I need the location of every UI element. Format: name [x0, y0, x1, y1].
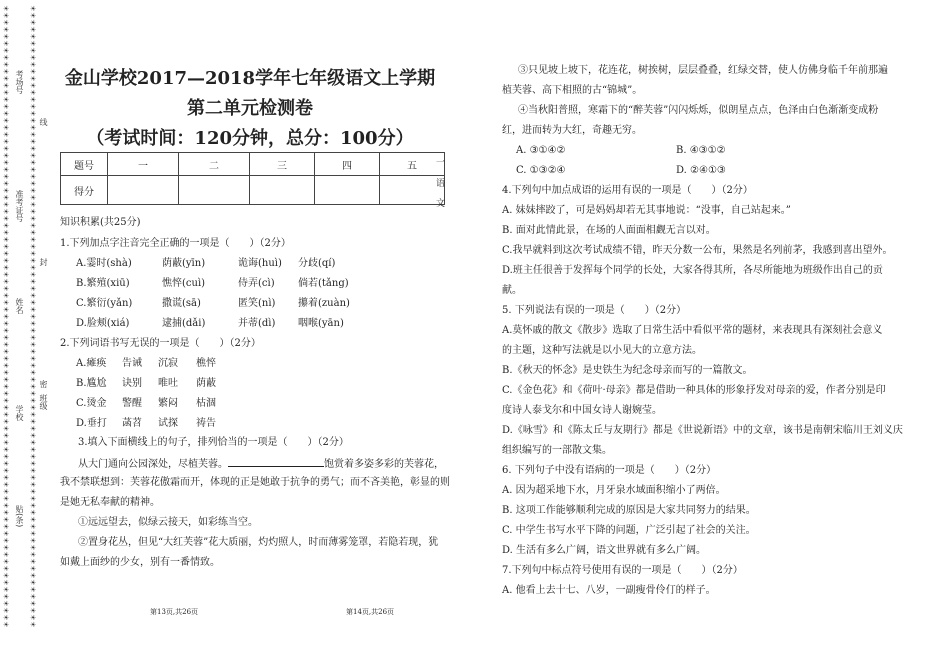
q3-choice-d: D. ②④①③ — [676, 165, 726, 176]
q7-option-a: A. 他看上去十七、八岁，一副瘦骨伶仃的样子。 — [502, 585, 716, 596]
exam-title: 金山学校2017—2018学年七年级语文上学期 — [64, 68, 436, 89]
option-text: 侍弄(cì) — [238, 278, 275, 289]
q6-option-c: C. 中学生书写水平下降的问题，广泛引起了社会的关注。 — [502, 525, 756, 536]
option-text: 诡诲(huì) — [238, 258, 282, 269]
side-char: 语 — [436, 179, 446, 189]
table-cell: 得分 — [61, 176, 108, 205]
option-text: D.垂打 — [76, 418, 107, 429]
q6-option-d: D. 生活有多么广阔，语文世界就有多么广阔。 — [502, 545, 707, 556]
binding-label-bottom: 贴(条) — [15, 505, 24, 528]
q3-option-3: ③只见坡上坡下，花连花，树挨树，层层叠叠，红绿交替，使人仿佛身临千年前那遍 — [518, 65, 888, 76]
q3-choice-b: B. ④③①② — [676, 145, 726, 156]
option-text: 倘若(tǎng) — [298, 278, 349, 289]
section-heading: 知识积累(共25分) — [60, 217, 141, 228]
exam-subtitle: 第二单元检测卷 — [187, 98, 313, 119]
option-text: 憔悴(cuì) — [162, 278, 206, 289]
q1-option-a — [76, 257, 335, 270]
q5-option-d: D.《咏雪》和《陈太丘与友期行》都是《世说新语》中的文章，该书是南朝宋临川王刘义庆 — [502, 425, 903, 436]
score-input-cell[interactable] — [315, 176, 380, 205]
option-text: 告诫 — [122, 358, 142, 369]
table-cell: 一 — [108, 153, 179, 176]
binding-label-exam-id: 准考证号 — [15, 190, 24, 222]
q3-paragraph-3: 是她无私奉献的精神。 — [60, 497, 160, 508]
q6-option-b: B. 这项工作能够顺利完成的原因是大家共同努力的结果。 — [502, 505, 756, 516]
score-input-cell[interactable] — [250, 176, 315, 205]
table-cell: 三 — [250, 153, 315, 176]
option-text: 咽喉(yān) — [298, 318, 344, 329]
q3-option-4: ④当秋阳普照，寒霜下的“醉芙蓉”闪闪烁烁，似朗星点点，色泽由白色渐渐变成粉 — [518, 105, 879, 116]
q2-option-c — [76, 397, 216, 410]
binding-label-school: 学校 — [15, 405, 24, 421]
q3-option-2-cont: 如戴上面纱的少女，别有一番情致。 — [60, 557, 220, 568]
option-text: 樵悴 — [196, 358, 216, 369]
q3-option-2: ②置身花丛，但见“大红芙蓉”花大质丽，灼灼照人，时而薄雾笼罩，若隐若现，犹 — [78, 537, 439, 548]
q1-option-c — [76, 297, 350, 310]
option-text: 诀别 — [122, 378, 142, 389]
q5-option-a: A.莫怀戚的散文《散步》选取了日常生活中看似平常的题材，来表现具有深刻社会意义 — [502, 325, 883, 336]
score-table-score-row — [61, 176, 445, 205]
q3-text: 从大门通向公园深处，尽植芙蓉。 — [78, 459, 228, 470]
binding-label-line: 线 — [39, 118, 48, 126]
q6-option-a: A. 因为超采地下水，月牙泉水域面积缩小了两倍。 — [502, 485, 726, 496]
q5-option-a-cont: 的主题，这种写法就是以小见大的立意方法。 — [502, 345, 702, 356]
q2-stem: 2.下列词语书写无误的一项是（ ）（2分） — [60, 338, 261, 349]
option-text: 枯涸 — [196, 398, 216, 409]
option-text: C.繁衍(yǎn) — [76, 298, 133, 309]
option-text: B.繁殖(xiū) — [76, 278, 130, 289]
binding-label-secret: 密 — [39, 380, 48, 388]
table-cell: 题号 — [61, 153, 108, 176]
q2-option-b — [76, 377, 216, 390]
page-number-mid: 第14页,共26页 — [346, 608, 395, 616]
option-text: 菡苕 — [122, 418, 142, 429]
q5-option-c: C.《金色花》和《荷叶·母亲》都是借助一种具体的形象抒发对母亲的爱，作者分别是印 — [502, 385, 886, 396]
binding-label-name: 姓名 — [15, 298, 24, 314]
option-text: 繁闷 — [158, 398, 178, 409]
q1-option-d — [76, 317, 344, 330]
option-text: 匿笑(nì) — [238, 298, 276, 309]
option-text: 撒谎(sā) — [162, 298, 201, 309]
score-input-cell[interactable] — [380, 176, 445, 205]
q2-option-d — [76, 417, 216, 430]
side-char: 一 — [436, 158, 446, 168]
exam-info: （考试时间：120分钟，总分：100分） — [86, 128, 414, 149]
q5-stem: 5. 下列说法有误的一项是（ ）（2分） — [502, 305, 687, 316]
q3-choice-c: C. ①③②④ — [516, 165, 566, 176]
star-border-left: ☀☀☀☀☀☀☀☀☀☀☀☀☀☀☀☀☀☀☀☀☀☀☀☀☀☀☀☀☀☀☀☀☀☀☀☀☀☀☀☀☀☀☀☀☀☀☀☀☀☀☀☀☀☀☀☀☀☀☀☀☀☀☀☀☀☀☀☀☀☀☀☀☀☀☀☀☀☀☀☀☀☀☀☀☀☀☀☀☀ — [3, 5, 10, 629]
page-number-left: 第13页,共26页 — [150, 608, 199, 616]
q4-option-d-cont: 献。 — [502, 285, 522, 296]
option-text: 警醒 — [122, 398, 142, 409]
option-text: 逮捕(dǎi) — [162, 318, 206, 329]
q6-stem: 6. 下列句子中没有语病的一项是（ ）（2分） — [502, 465, 717, 476]
q3-choice-a: A. ③①④② — [516, 145, 566, 156]
q3-paragraph-2: 我不禁联想到：芙蓉花傲霜而开，体现的正是她敢于抗争的勇气；而不吝美艳，彰显的则 — [60, 477, 450, 488]
score-input-cell[interactable] — [108, 176, 179, 205]
score-table-header-row — [61, 153, 445, 176]
option-text: D.脸颊(xiá) — [76, 318, 130, 329]
table-cell: 二 — [179, 153, 250, 176]
q5-option-d-cont: 组织编写的一部散文集。 — [502, 445, 612, 456]
q5-option-b: B.《秋天的怀念》是史铁生为纪念母亲而写的一篇散文。 — [502, 365, 753, 376]
q3-option-4-cont: 红，进而转为大红，奇趣无穷。 — [502, 125, 642, 136]
q4-option-c: C.我早就料到这次考试成绩不错，昨天分数一公布，果然是名列前茅，我感到喜出望外。 — [502, 245, 893, 256]
score-table — [60, 152, 445, 205]
option-text: A.瘫痪 — [76, 358, 107, 369]
q3-stem: 3.填入下面横线上的句子，排列恰当的一项是（ ）（2分） — [78, 437, 349, 448]
option-text: A.霎时(shà) — [76, 258, 132, 269]
option-text: 沉寂 — [158, 358, 178, 369]
binding-margin — [0, 0, 50, 658]
q7-stem: 7.下列句中标点符号使用有误的一项是（ ）（2分） — [502, 565, 743, 576]
option-text: 唯吐 — [158, 378, 178, 389]
q3-text: 饱赏着多姿多彩的芙蓉花， — [324, 459, 444, 470]
option-text: C.烫金 — [76, 398, 107, 409]
q2-option-a — [76, 357, 216, 370]
option-text: 并蒂(dì) — [238, 318, 276, 329]
star-border-right: ☀☀☀☀☀☀☀☀☀☀☀☀☀☀☀☀☀☀☀☀☀☀☀☀☀☀☀☀☀☀☀☀☀☀☀☀☀☀☀☀☀☀☀☀☀☀☀☀☀☀☀☀☀☀☀☀☀☀☀☀☀☀☀☀☀☀☀☀☀☀☀☀☀☀☀☀☀☀☀☀☀☀☀☀☀☀☀☀☀ — [30, 5, 37, 629]
option-text: 荫蔽 — [196, 378, 216, 389]
q1-stem: 1.下列加点字注音完全正确的一项是（ ）（2分） — [60, 238, 291, 249]
option-text: 攥着(zuàn) — [298, 298, 350, 309]
q4-stem: 4.下列句中加点成语的运用有误的一项是（ ）（2分） — [502, 185, 753, 196]
q4-option-a: A. 妹妹摔跤了，可是妈妈却若无其事地说：“没事，自己站起来。” — [502, 205, 791, 216]
binding-label-seal: 封 — [39, 258, 48, 266]
q3-paragraph-1 — [78, 456, 444, 471]
table-cell: 五 — [380, 153, 445, 176]
option-text: B.尴尬 — [76, 378, 107, 389]
option-text: 荫蔽(yīn) — [162, 258, 206, 269]
side-char: 文 — [436, 199, 446, 209]
q4-option-b: B. 面对此情此景，在场的人面面相觑无言以对。 — [502, 225, 716, 236]
q3-option-3-cont: 植芙蓉、高下相照的古“锦城”。 — [502, 85, 643, 96]
option-text: 祷告 — [196, 418, 216, 429]
q3-blank[interactable] — [228, 456, 324, 467]
score-input-cell[interactable] — [179, 176, 250, 205]
table-cell: 四 — [315, 153, 380, 176]
q3-option-1: ①远远望去，似绿云接天，如彩练当空。 — [78, 517, 258, 528]
q1-option-b — [76, 277, 349, 290]
binding-label-class: 班级 — [39, 394, 48, 410]
q4-option-d: D.班主任很善于发挥每个同学的长处，大家各得其所，各尽所能地为班级作出自己的贡 — [502, 265, 883, 276]
option-text: 试探 — [158, 418, 178, 429]
option-text: 分歧(qí) — [298, 258, 336, 269]
binding-label-exam-room: 考场号 — [15, 70, 24, 94]
q5-option-c-cont: 度诗人泰戈尔和中国女诗人谢婉莹。 — [502, 405, 662, 416]
